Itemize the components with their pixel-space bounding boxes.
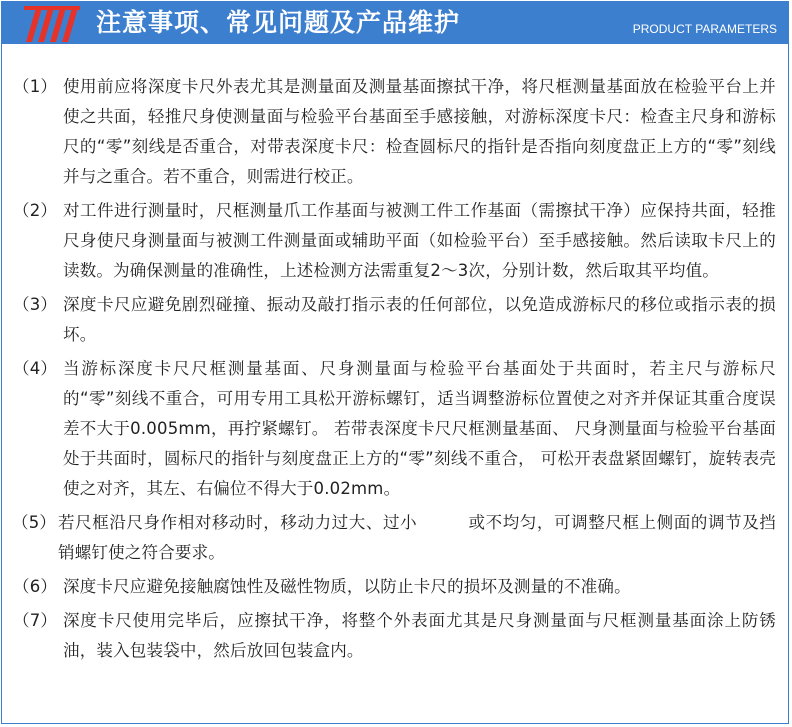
- notes-list: [0, 72, 792, 670]
- list-item: [0, 290, 792, 350]
- item-number: （4）: [13, 359, 58, 378]
- item-text: 对工件进行测量时，尺框测量爪工作基面与被测工件工作基面（需擦拭干净）应保持共面，轻推尺身使尺身测量面与被测工件测量面或辅助平面（如检验平台）至手感接触。然后读取卡尺上的读数。为确保测量的准确性，上述检测方法需重复2～3次，分别计数，然后取其平均值。: [63, 201, 776, 280]
- list-item: [0, 72, 792, 192]
- item-number: （7）: [13, 611, 58, 630]
- item-number: （6）: [13, 577, 58, 596]
- page-subtitle: PRODUCT PARAMETERS: [632, 22, 777, 36]
- item-text: 使用前应将深度卡尺外表尤其是测量面及测量基面擦拭干净，将尺框测量基面放在检验平台上并使之共面，轻推尺身使测量面与检验平台基面至手感接触，对游标深度卡尺：检查主尺身和游标尺的“零”刻线是否重合，对带表深度卡尺：检查圆标尺的指针是否指向刻度盘正上方的“零”刻线并与之重合。若不重合，则需进行校正。: [63, 77, 776, 186]
- item-text: 深度卡尺应避免剧烈碰撞、振动及敲打指示表的任何部位，以免造成游标尺的移位或指示表的损坏。: [63, 295, 776, 344]
- item-number: （1）: [13, 77, 58, 96]
- item-text: 深度卡尺应避免接触腐蚀性及磁性物质，以防止卡尺的损坏及测量的不准确。: [63, 577, 631, 596]
- red-stripes-logo-icon: [20, 4, 82, 42]
- item-number: （5）: [12, 513, 57, 532]
- item-text: 若尺框沿尺身作相对移动时，移动力过大、过小 或不均匀，可调整尺框上侧面的调节及挡销螺钉使之符合要求。: [58, 513, 776, 562]
- list-item: [0, 196, 792, 286]
- item-number: （3）: [13, 295, 58, 314]
- page-title: 注意事项、常见问题及产品维护: [96, 8, 461, 37]
- item-number: （2）: [13, 201, 58, 220]
- header-bar: [2, 2, 789, 44]
- item-text: 深度卡尺使用完毕后，应擦拭干净，将整个外表面尤其是尺身测量面与尺框测量基面涂上防锈油，装入包装袋中，然后放回包装盒内。: [63, 611, 776, 660]
- list-item: [0, 606, 792, 666]
- list-item: [0, 354, 792, 504]
- list-item: [0, 572, 792, 602]
- item-text: 当游标深度卡尺尺框测量基面、尺身测量面与检验平台基面处于共面时，若主尺与游标尺的“零”刻线不重合，可用专用工具松开游标螺钉，适当调整游标位置使之对齐并保证其重合度误差不大于0.005mm，再拧紧螺钉。 若带表深度卡尺尺框测量基面、 尺身测量面与检验平台基面处于共面时，圆标尺的指针与刻度盘正上方的“零”刻线不重合， 可松开表盘紧固螺钉，旋转表壳使之对齐，其左、右偏位不得大于0.02mm。: [63, 359, 776, 498]
- list-item: [0, 508, 792, 568]
